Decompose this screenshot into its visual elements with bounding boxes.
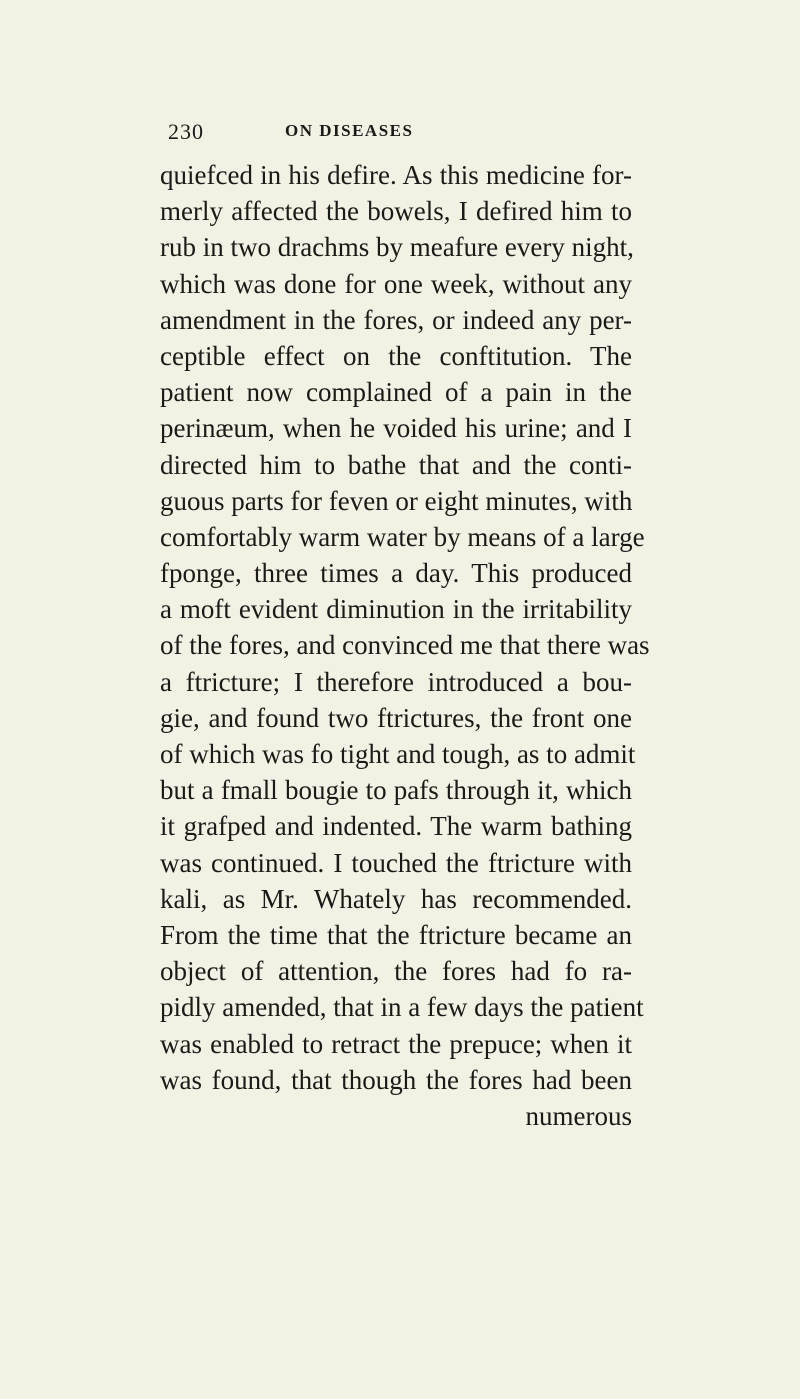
- text-line: object of attention, the fores had fo ra-: [160, 956, 632, 987]
- text-line: patient now complained of a pain in the: [160, 377, 632, 408]
- text-line: From the time that the ftricture became an: [160, 919, 632, 950]
- text-line: guous parts for feven or eight minutes, with: [160, 485, 633, 516]
- body-text: [160, 157, 650, 1134]
- page-header: [168, 119, 628, 149]
- text-line: a ftricture; I therefore introduced a bou-: [160, 666, 632, 697]
- text-line: quiefced in his defire. As this medicine for-: [160, 160, 632, 190]
- catchword: numerous: [525, 1100, 632, 1131]
- text-line: pidly amended, that in a few days the patient: [160, 992, 644, 1023]
- text-line: was enabled to retract the prepuce; when it: [160, 1028, 632, 1059]
- text-line: it grafped and indented. The warm bathing: [160, 811, 632, 842]
- text-line: gie, and found two ftrictures, the front one: [160, 702, 632, 733]
- text-line: of the fores, and convinced me that there was: [160, 630, 650, 661]
- text-line: of which was fo tight and tough, as to admit: [160, 739, 636, 769]
- running-head: ON DISEASES: [285, 121, 414, 140]
- text-line: merly affected the bowels, I defired him to: [160, 196, 632, 227]
- text-line: fponge, three times a day. This produced: [160, 558, 632, 589]
- text-line: comfortably warm water by means of a large: [160, 521, 645, 552]
- page-number: 230: [168, 119, 204, 144]
- text-line: directed him to bathe that and the conti-: [160, 449, 632, 480]
- text-line: was found, that though the fores had been: [160, 1064, 632, 1095]
- text-line: was continued. I touched the ftricture with: [160, 847, 632, 878]
- text-line: rub in two drachms by meafure every night,: [160, 232, 634, 263]
- text-line: ceptible effect on the conftitution. The: [160, 340, 632, 371]
- text-line: but a fmall bougie to pafs through it, which: [160, 775, 632, 806]
- text-line: which was done for one week, without any: [160, 268, 632, 299]
- text-line: amendment in the fores, or indeed any per-: [160, 304, 632, 335]
- text-line: kali, as Mr. Whately has recommended.: [160, 883, 632, 914]
- text-line: perinæum, when he voided his urine; and I: [160, 413, 632, 444]
- text-line: a moft evident diminution in the irritability: [160, 594, 632, 625]
